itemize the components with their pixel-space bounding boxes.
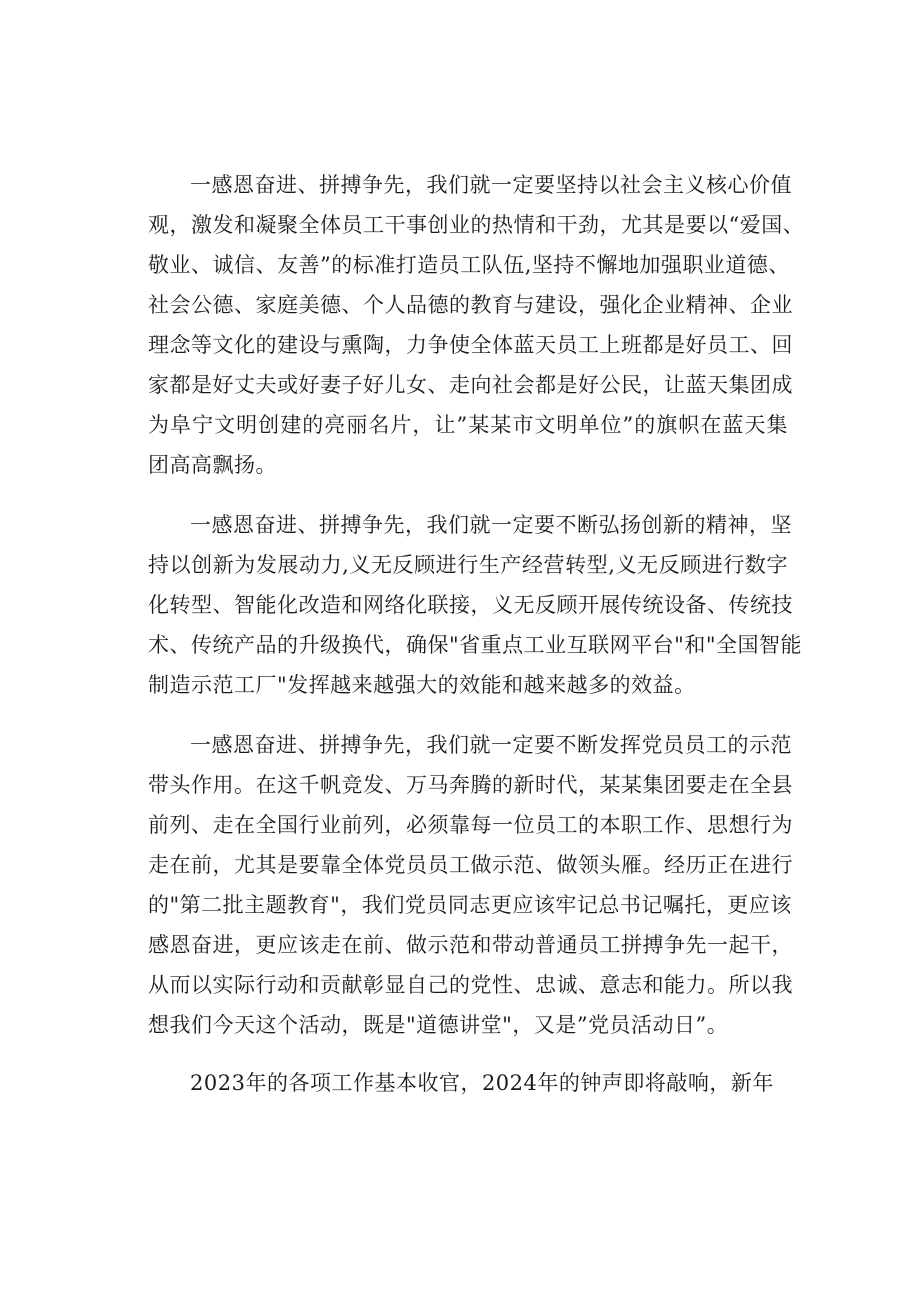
paragraph-new-year [148, 1063, 788, 1103]
text-line: 家都是好丈夫或好妻子好儿女、走向社会都是好公民，让蓝天集团成 [148, 373, 793, 397]
text-line: 感恩奋进，更应该走在前、做示范和带动普通员工拼搏争先一起干， [148, 933, 793, 957]
text-line: 理念等文化的建设与熏陶，力争使全体蓝天员工上班都是好员工、回 [148, 333, 793, 357]
text-line: 带头作用。在这千帆竞发、万马奔腾的新时代，某某集团要走在全县 [148, 773, 793, 797]
text-line: 观，激发和凝聚全体员工干事创业的热情和干劲，尤其是要以“爱国、 [148, 213, 805, 237]
text-line: 一感恩奋进、拼搏争先，我们就一定要不断弘扬创新的精神，坚 [190, 513, 792, 537]
paragraph-innovation [148, 505, 802, 705]
paragraph-civic-values [148, 165, 805, 485]
text-line: 团高高飘扬。 [148, 453, 277, 477]
text-line: 化转型、智能化改造和网络化联接，义无反顾开展传统设备、传统技 [148, 593, 793, 617]
text-line: 术、传统产品的升级换代，确保"省重点工业互联网平台"和"全国智能 [148, 633, 802, 657]
text-line: 从而以实际行动和贡献彰显自己的党性、忠诚、意志和能力。所以我 [148, 973, 793, 997]
text-line: 社会公德、家庭美德、个人品德的教育与建设，强化企业精神、企业 [148, 293, 793, 317]
text-line: 想我们今天这个活动，既是"道德讲堂"，又是”党员活动日”。 [148, 1013, 729, 1037]
text-line: 持以创新为发展动力,义无反顾进行生产经营转型,义无反顾进行数字 [148, 553, 788, 577]
text-line: 一感恩奋进、拼搏争先，我们就一定要坚持以社会主义核心价值 [190, 173, 792, 197]
text-line: 2023年的各项工作基本收官，2024年的钟声即将敲响，新年 [190, 1071, 774, 1095]
text-line: 制造示范工厂"发挥越来越强大的效能和越来越多的效益。 [148, 673, 696, 697]
text-line: 敬业、诚信、友善”的标准打造员工队伍,坚持不懈地加强职业道德、 [148, 253, 790, 277]
paragraph-party-members [148, 725, 793, 1045]
text-line: 走在前，尤其是要靠全体党员员工做示范、做领头雁。经历正在进行 [148, 853, 793, 877]
text-line: 一感恩奋进、拼搏争先，我们就一定要不断发挥党员员工的示范 [190, 733, 792, 757]
text-line: 的"第二批主题教育"，我们党员同志更应该牢记总书记嘱托，更应该 [148, 893, 792, 917]
text-line: 前列、走在全国行业前列，必须靠每一位员工的本职工作、思想行为 [148, 813, 793, 837]
text-line: 为阜宁文明创建的亮丽名片，让”某某市文明单位”的旗帜在蓝天集 [148, 413, 788, 437]
